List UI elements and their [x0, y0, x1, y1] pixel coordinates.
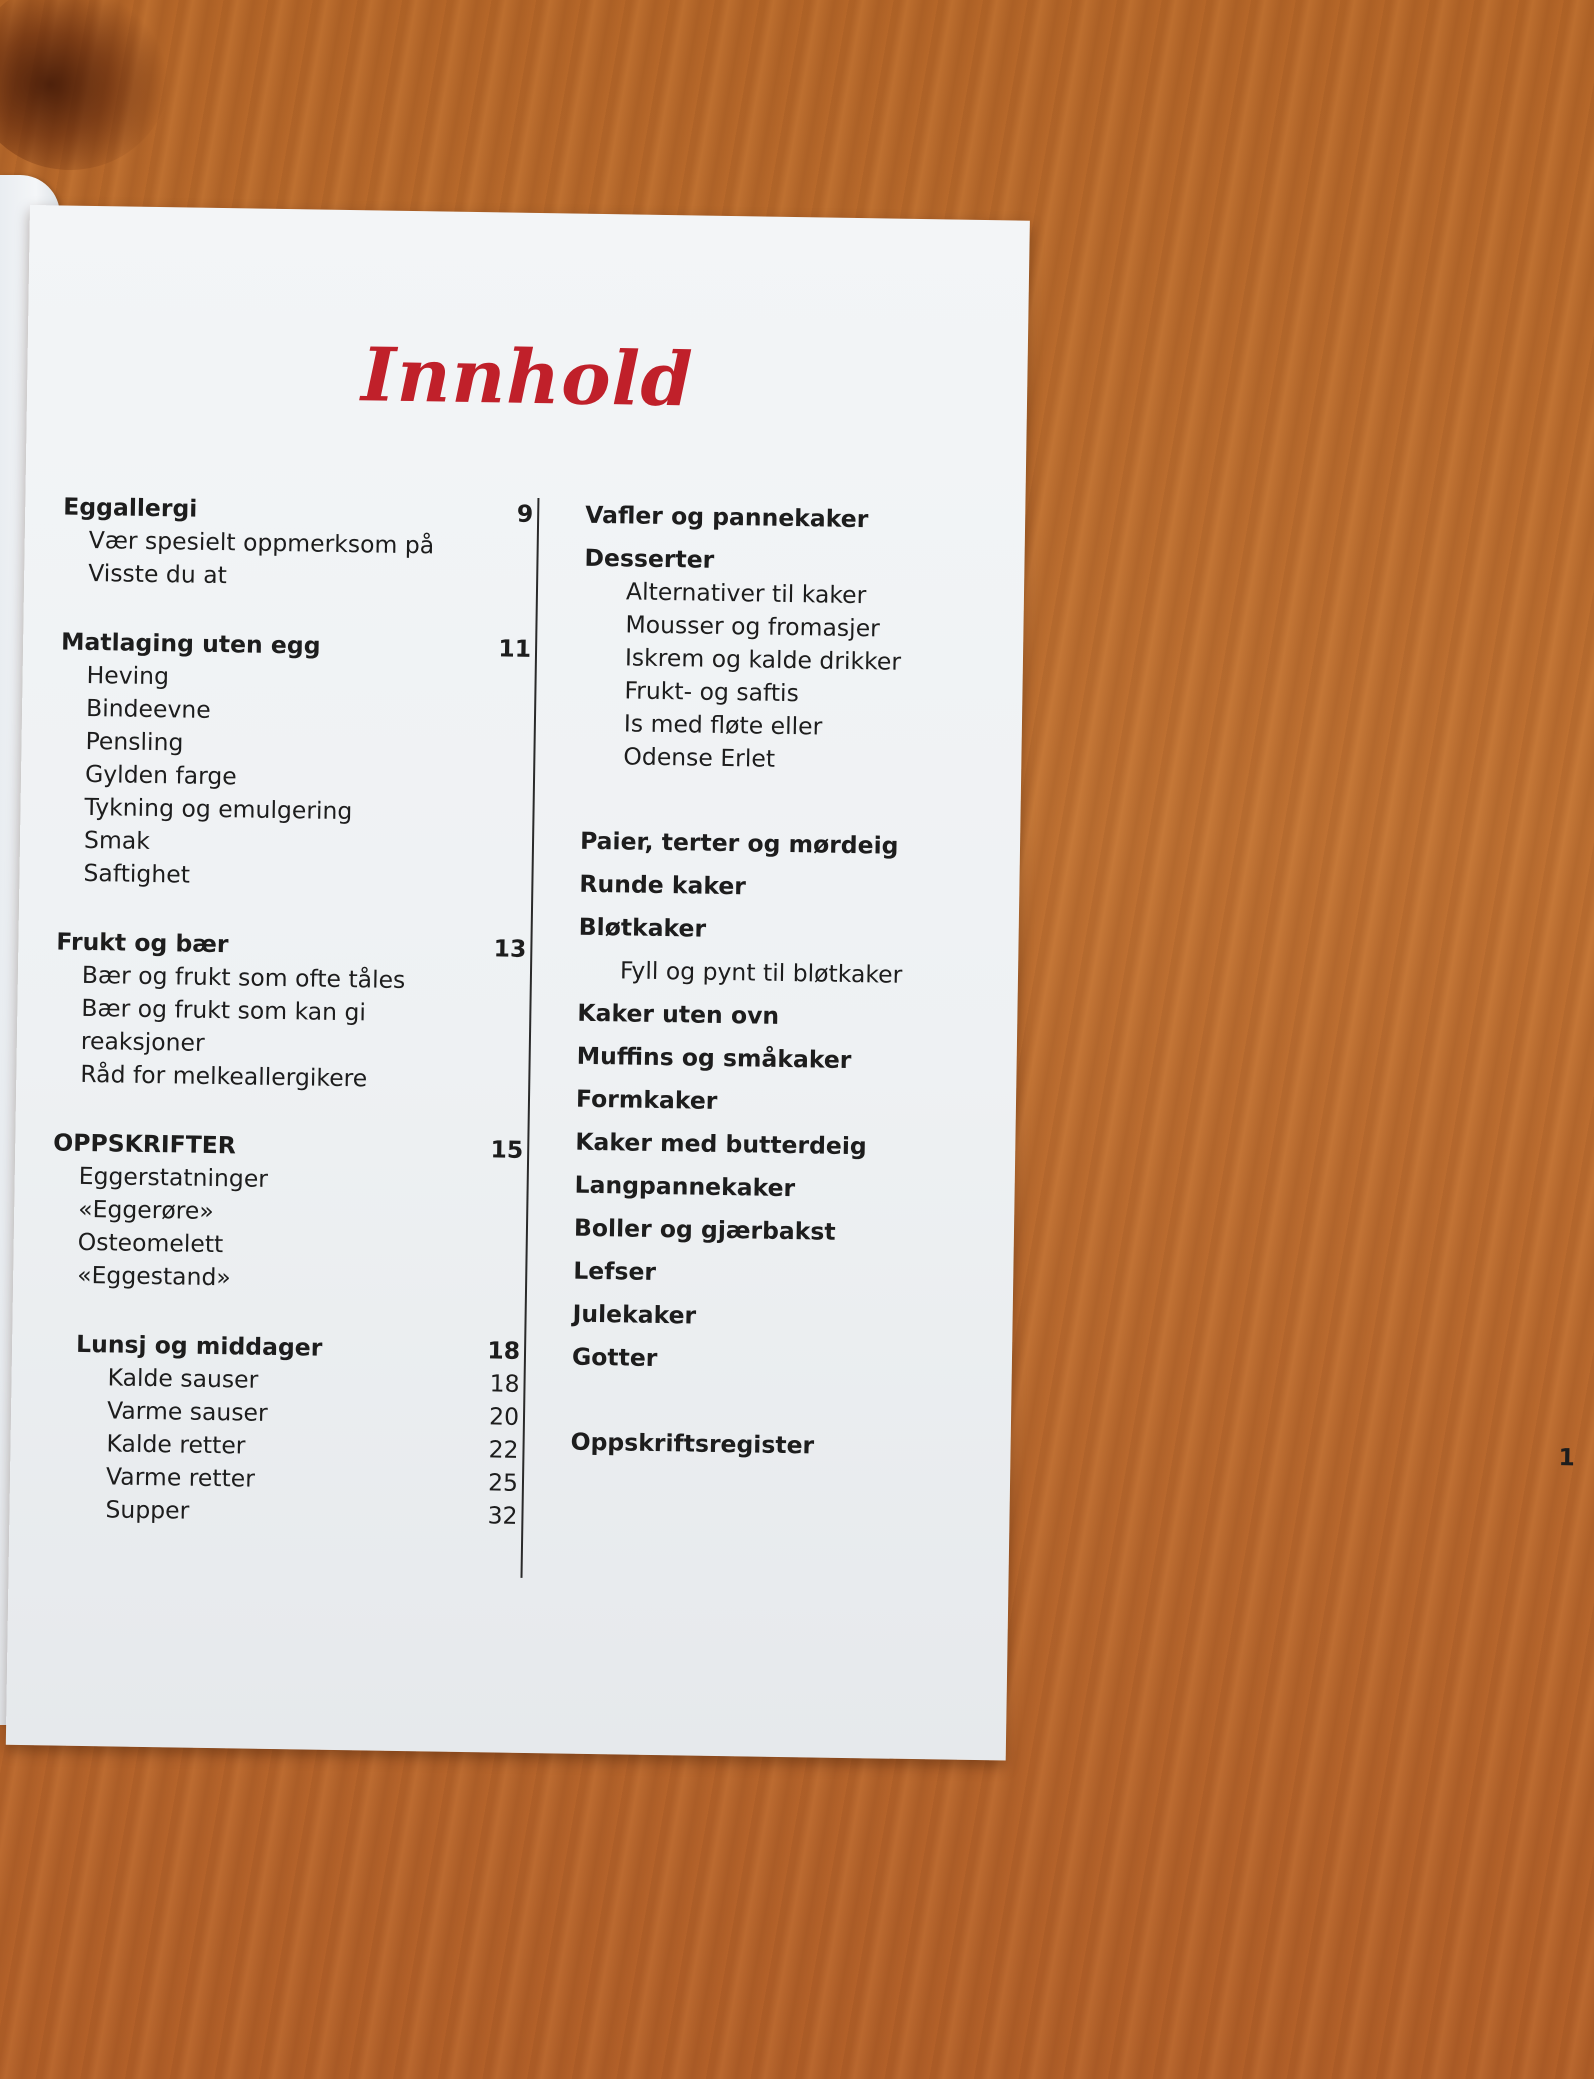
- toc-section: [62, 491, 533, 597]
- toc-heading: Julekaker: [572, 1299, 697, 1330]
- toc-heading: Paier, terter og mørdeig: [579, 826, 899, 860]
- toc-heading: Gotter: [571, 1342, 658, 1372]
- toc-item: Varme retter 25: [48, 1459, 518, 1499]
- toc-item: Mousser og fromasjer: [625, 610, 881, 643]
- toc-item: Kalde sauser 18: [49, 1360, 519, 1400]
- toc-item: Osteomelett: [77, 1227, 224, 1259]
- toc-item: «Eggestand»: [76, 1260, 231, 1292]
- toc-item: Tykning og emulgering: [84, 792, 353, 826]
- page-number: 32: [487, 1501, 518, 1530]
- toc-item: reaksjoner: [80, 1026, 205, 1057]
- toc-item: Pensling: [85, 726, 184, 757]
- toc-heading: Frukt og bær 13: [56, 926, 526, 966]
- toc-heading: Eggallergi 9: [63, 491, 533, 531]
- page-number: 18: [489, 1369, 520, 1398]
- toc-item: Saftighet: [83, 858, 191, 889]
- toc-item: Bær og frukt som kan gi: [81, 993, 367, 1027]
- toc-heading: Runde kaker: [579, 869, 747, 901]
- toc-heading: Matlaging uten egg 11: [61, 626, 531, 666]
- page-number: 11: [498, 634, 532, 663]
- toc-item: Iskrem og kalde drikker: [624, 643, 902, 676]
- toc-item: Odense Erlet: [623, 742, 776, 773]
- toc-item: Eggerstatninger: [78, 1161, 269, 1193]
- toc-right-column: [570, 499, 1576, 1472]
- toc-section: [54, 926, 527, 1098]
- page-number: 18: [487, 1336, 521, 1365]
- toc-heading: Kaker med butterdeig: [575, 1127, 867, 1161]
- toc-heading: Formkaker: [575, 1084, 718, 1115]
- toc-item: Bindeevne: [85, 693, 211, 724]
- page-number: 9: [516, 499, 534, 528]
- toc-left-column: [47, 491, 534, 1569]
- toc-heading: Kaker uten ovn: [577, 998, 780, 1030]
- toc-section: [51, 1126, 524, 1298]
- toc-item: Råd for melkeallergikere: [80, 1059, 368, 1093]
- wood-knot: [0, 0, 170, 170]
- toc-item: Bær og frukt som ofte tåles: [81, 960, 406, 994]
- toc-item: Vær spesielt oppmerksom på: [88, 525, 435, 560]
- toc-heading: Vafler og pannekaker: [584, 500, 869, 534]
- toc-item: Varme sauser 20: [49, 1393, 519, 1433]
- toc-section: [57, 626, 531, 897]
- toc-heading: Bløtkaker: [578, 912, 707, 943]
- toc-item: Smak: [83, 825, 151, 855]
- toc-item: «Eggerøre»: [78, 1194, 214, 1226]
- toc-heading: OPPSKRIFTER 15: [53, 1126, 523, 1166]
- toc-heading: Desserter: [584, 543, 715, 574]
- toc-item: Frukt- og saftis: [624, 676, 800, 708]
- toc-item: Heving: [86, 660, 170, 691]
- page-number: 13: [493, 934, 527, 963]
- page-number: 25: [487, 1468, 519, 1497]
- page-title: Innhold: [360, 332, 695, 424]
- toc-item: Alternativer til kaker: [625, 577, 867, 610]
- toc-item: Is med fløte eller: [623, 709, 823, 741]
- toc-heading: Oppskriftsregister 1: [570, 1426, 1010, 1466]
- toc-item: Supper 32: [47, 1492, 517, 1532]
- toc-item: Visste du at: [88, 558, 228, 590]
- page-number: 22: [488, 1435, 519, 1464]
- toc-item: Kalde retter 22: [48, 1426, 518, 1466]
- page-number: 20: [488, 1402, 520, 1431]
- toc-item: Gylden farge: [84, 759, 237, 791]
- toc-heading: Langpannekaker: [574, 1170, 796, 1203]
- toc-heading: Boller og gjærbakst: [573, 1213, 836, 1246]
- toc-heading: Muffins og småkaker: [576, 1041, 852, 1075]
- page-number: 1: [1558, 1443, 1576, 1472]
- toc-heading: Lefser: [573, 1256, 657, 1286]
- toc-item: Fyll og pynt til bløtkaker: [619, 956, 903, 989]
- page-number: 15: [490, 1135, 524, 1164]
- book-page: [6, 205, 1576, 1761]
- toc-heading: Lunsj og middager 18: [50, 1327, 520, 1367]
- toc-section: [47, 1327, 520, 1532]
